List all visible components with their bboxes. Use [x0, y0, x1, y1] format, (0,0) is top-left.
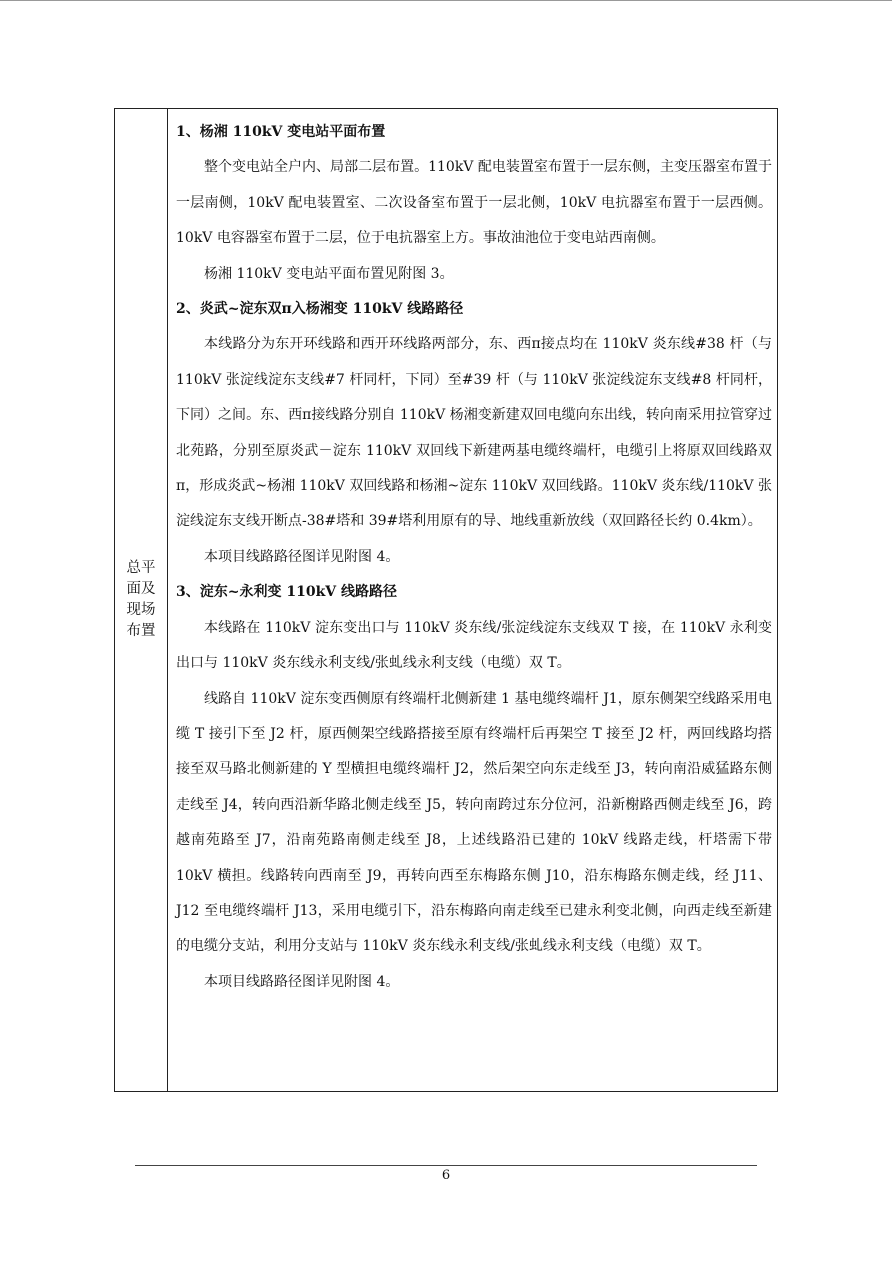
top-border-line	[0, 0, 892, 1]
paragraph: 本项目线路路径图详见附图 4。	[204, 548, 400, 565]
row-label-cell	[115, 109, 168, 1091]
content-table	[114, 108, 778, 1092]
row-label: 总平面及现场布置	[126, 560, 156, 639]
paragraph: 整个变电站全户内、局部二层布置。110kV 配电装置室布置于一层东侧，主变压器室布置于一层南侧，10kV 配电装置室、二次设备室布置于一层北侧，10kV 电抗器室布置于一层西侧。10kV 电容器室布置于二层，位于电抗器室上方。事故油池位于变电站西南侧。	[176, 159, 772, 247]
paragraph: 本项目线路路径图详见附图 4。	[204, 973, 400, 990]
paragraph: 本线路分为东开环线路和西开环线路两部分，东、西π接点均在 110kV 炎东线#38 杆（与 110kV 张淀线淀东支线#7 杆同杆，下同）至#39 杆（与 110kV 张淀线淀东支线#8 杆同杆，下同）之间。东、西π接线路分别自 110kV 杨湘变新建双回电缆向东出线，转向南采用拉管穿过北苑路，分别至原炎武－淀东 110kV 双回线下新建两基电缆终端杆，电缆引上将原双回线路双π，形成炎武~杨湘 110kV 双回线路和杨湘~淀东 110kV 双回线路。110kV 炎东线/110kV 张淀线淀东支线开断点-38#塔和 39#塔利用原有的导、地线重新放线（双回路径长约 0.4km）。	[176, 336, 772, 530]
content-cell	[176, 115, 772, 1000]
section-heading-2: 2、炎武~淀东双π入杨湘变 110kV 线路路径	[176, 301, 464, 318]
section-heading-1: 1、杨湘 110kV 变电站平面布置	[176, 124, 386, 140]
paragraph: 线路自 110kV 淀东变西侧原有终端杆北侧新建 1 基电缆终端杆 J1，原东侧架空线路采用电缆 T 接引下至 J2 杆，原西侧架空线路搭接至原有终端杆后再架空 T 接至 J2 杆，两回线路均搭接至双马路北侧新建的 Y 型横担电缆终端杆 J2，然后架空向东走线至 J3，转向南沿威猛路东侧走线至 J4，转向西沿新华路北侧走线至 J5，转向南跨过东分位河，沿新榭路西侧走线至 J6，跨越南苑路至 J7，沿南苑路南侧走线至 J8，上述线路沿已建的 10kV 线路走线，杆塔需下带 10kV 横担。线路转向西南至 J9，再转向西至东梅路东侧 J10，沿东梅路东侧走线，经 J11、J12 至电缆终端杆 J13，采用电缆引下，沿东梅路向南走线至已建永利变北侧，向西走线至新建的电缆分支站，利用分支站与 110kV 炎东线永利支线/张虬线永利支线（电缆）双 T。	[176, 690, 772, 955]
paragraph: 杨湘 110kV 变电站平面布置见附图 3。	[204, 265, 454, 282]
section-heading-3: 3、淀东~永利变 110kV 线路路径	[176, 584, 398, 601]
footer-rule	[135, 1165, 757, 1166]
paragraph: 本线路在 110kV 淀东变出口与 110kV 炎东线/张淀线淀东支线双 T 接，在 110kV 永利变出口与 110kV 炎东线永利支线/张虬线永利支线（电缆）双 T。	[176, 619, 772, 672]
page-number: 6	[441, 1168, 451, 1183]
